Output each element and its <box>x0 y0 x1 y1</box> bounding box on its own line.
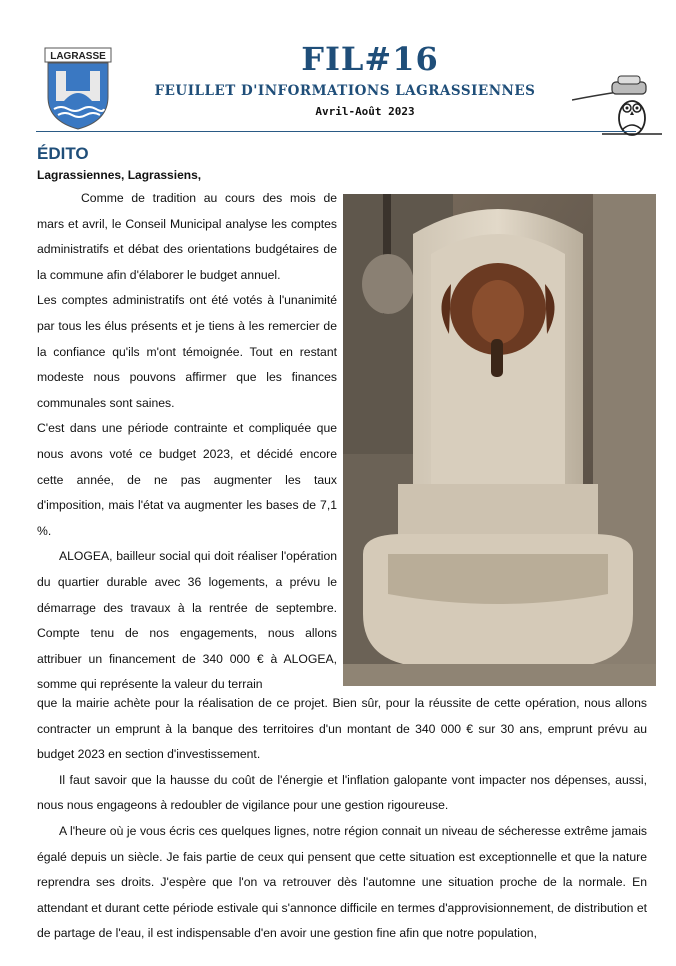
lagrasse-crest-logo <box>44 47 112 131</box>
header-rule <box>36 131 636 132</box>
body-paragraph: A l'heure où je vous écris ces quelques lignes, notre région connait un niveau de sécheresse extrême jamais égalé depuis un siècle. Je fais partie de ceux qui pensent que cette situation est exceptionnelle et que la nature reprendra ses droits. J'espère que l'on va retrouver dès l'automne une situation proche de la normale. En attendant et durant cette période estivale qui s'annonce difficile en termes d'approvisionnement, de distribution et de partage de l'eau, il est indispensable d'en avoir une gestion fine afin que notre population, <box>37 823 647 941</box>
crest-label: LAGRASSE <box>50 51 106 62</box>
column-paragraph: Les comptes administratifs ont été votés à l'unanimité par tous les élus présents et je tiens à les remercier de la confiance qu'ils m'ont témoignée. Tout en restant modeste nous pouvons affirmer que les finances communales sont saines. <box>37 293 337 410</box>
body-paragraph: que la mairie achète pour la réalisation de ce projet. Bien sûr, pour la réussite de cette opération, nous allons contracter un emprunt à la banque des territoires d'un montant de 340 000 € sur 30 ans, emprunt prévu au budget 2023 en section d'investissement. <box>37 696 647 762</box>
newsletter-title: FIL#16 <box>301 40 439 78</box>
column-paragraph: Comme de tradition au cours des mois de mars et avril, le Conseil Municipal analyse les comptes administratifs et débat des orientations budgétaires de la commune afin d'élaborer le budget annuel. <box>37 191 337 282</box>
edition-date: Avril-Août 2023 <box>315 105 415 118</box>
edito-heading: ÉDITO <box>37 144 89 163</box>
newsletter-subtitle: FEUILLET D'INFORMATIONS LAGRASSIENNES <box>154 83 536 99</box>
edito-greeting: Lagrassiennes, Lagrassiens, <box>37 168 202 182</box>
body-paragraph: Il faut savoir que la hausse du coût de l'énergie et l'inflation galopante vont impacter nos dépenses, aussi, nous nous engageons à redoubler de vigilance pour une gestion rigoureuse. <box>37 772 647 813</box>
edito-column-text <box>37 186 337 698</box>
owl-with-press-icon <box>572 74 662 138</box>
column-paragraph: ALOGEA, bailleur social qui doit réaliser l'opération du quartier durable avec 36 logements, a prévu le démarrage des travaux à la rentrée de septembre. Compte tenu de nos engagements, nous allons attribuer un financement de 340 000 € à ALOGEA, somme qui représente la valeur du terrain <box>37 549 337 692</box>
column-paragraph: C'est dans une période contrainte et compliquée que nous avons voté ce budget 2023, et décidé encore cette année, de ne pas augmenter les taux d'imposition, mais l'état va augmenter les bases de 7,1 %. <box>37 421 337 538</box>
fountain-photo <box>343 194 656 686</box>
edito-full-width-text <box>37 691 647 947</box>
